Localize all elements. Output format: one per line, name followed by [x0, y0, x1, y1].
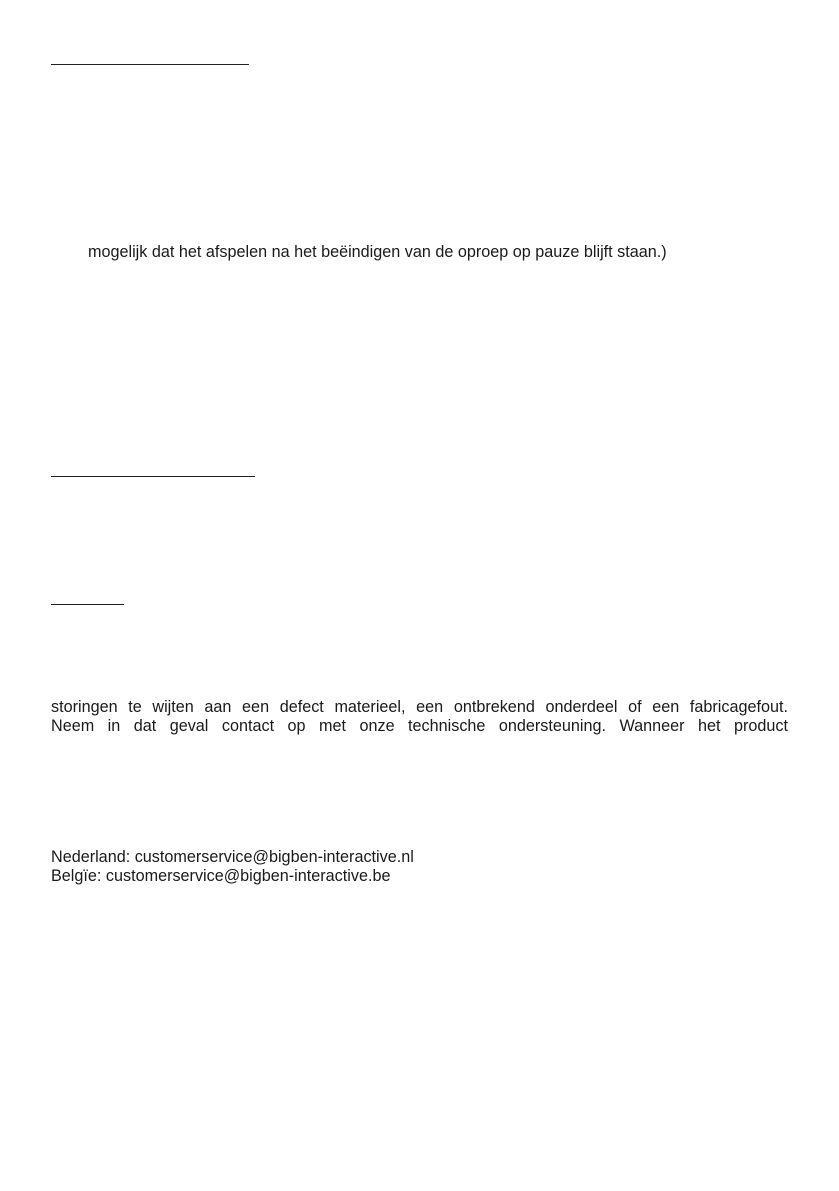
body-text-fragment: mogelijk dat het afspelen na het beëindigen van de oproep op pauze blijft staan.)	[88, 243, 667, 261]
heading-underline-1	[51, 64, 249, 65]
paragraph-line-2: Neem in dat geval contact op met onze technische ondersteuning. Wanneer het product	[51, 717, 788, 735]
paragraph-line-1: storingen te wijten aan een defect materieel, een ontbrekend onderdeel of een fabricagefout.	[51, 698, 788, 716]
heading-underline-3	[51, 604, 124, 605]
heading-underline-2	[51, 476, 255, 477]
contact-netherlands-email: Nederland: customerservice@bigben-interactive.nl	[51, 848, 414, 866]
contact-belgium-email: Belgïe: customerservice@bigben-interactive.be	[51, 867, 391, 885]
